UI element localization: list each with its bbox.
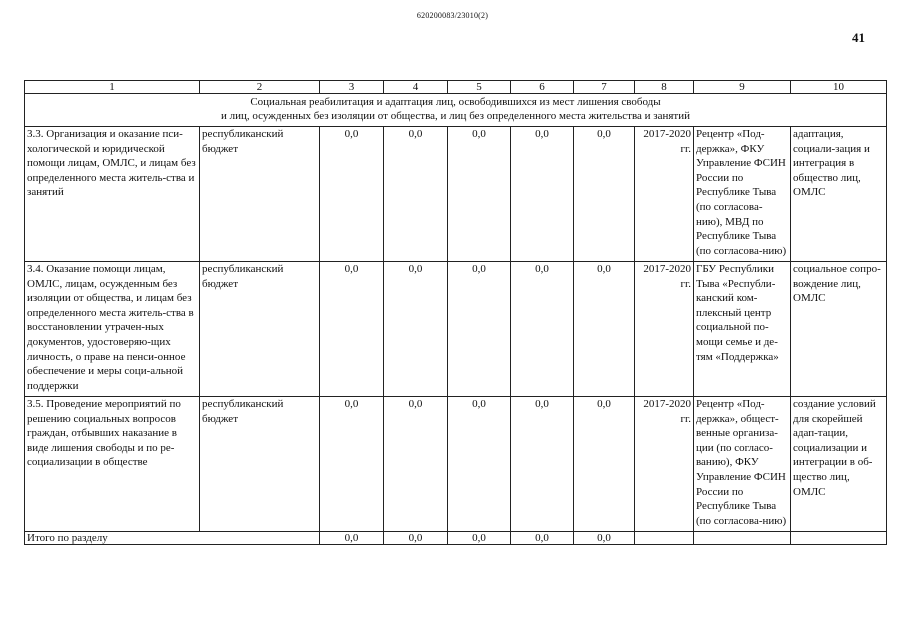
column-number-header-row	[25, 81, 887, 94]
total-value-cell: 0,0	[384, 532, 448, 545]
value-cell: 0,0	[320, 262, 384, 397]
value-cell: 0,0	[384, 262, 448, 397]
value-cell: 0,0	[511, 397, 574, 532]
value-cell: 0,0	[574, 262, 635, 397]
column-header: 3	[320, 81, 384, 94]
executor-cell: ГБУ Республики Тыва «Республи-канский ком-плексный центр социальной по-мощи семье и де-тям «Поддержка»	[694, 262, 791, 397]
value-cell: 0,0	[574, 127, 635, 262]
column-header: 1	[25, 81, 200, 94]
column-header: 9	[694, 81, 791, 94]
column-header: 5	[448, 81, 511, 94]
period-cell: 2017-2020 гг.	[635, 262, 694, 397]
document-id-stamp: 620200083/23010(2)	[416, 11, 489, 20]
empty-cell	[694, 532, 791, 545]
total-value-cell: 0,0	[448, 532, 511, 545]
table-row	[25, 262, 887, 397]
activity-name: 3.5. Проведение мероприятий по решению социальных вопросов граждан, отбывших наказание в виде лишения свободы и по ре-социализации в обществе	[25, 397, 200, 532]
column-header: 7	[574, 81, 635, 94]
value-cell: 0,0	[574, 397, 635, 532]
total-label: Итого по разделу	[25, 532, 320, 545]
executor-cell: Рецентр «Под-держка», ФКУ Управление ФСИН России по Республике Тыва (по согласова-нию), МВД по Республике Тыва (по согласова-нию)	[694, 127, 791, 262]
section-title	[25, 94, 887, 127]
result-cell: социальное сопро-вождение лиц, ОМЛС	[791, 262, 887, 397]
value-cell: 0,0	[448, 127, 511, 262]
activity-name: 3.4. Оказание помощи лицам, ОМЛС, лицам, осужденным без изоляции от общества, и лицам без определенного места житель-ства в восстановлении утрачен-ных документов, удостоверяю-щих личность, о праве на пенси-онное обеспечение и меры соци-альной поддержки	[25, 262, 200, 397]
value-cell: 0,0	[448, 262, 511, 397]
value-cell: 0,0	[320, 127, 384, 262]
column-header: 2	[200, 81, 320, 94]
section-title-line: Социальная реабилитация и адаптация лиц, освободившихся из мест лишения свободы	[250, 96, 661, 108]
funding-source: республиканский бюджет	[200, 397, 320, 532]
value-cell: 0,0	[384, 127, 448, 262]
section-total-row	[25, 532, 887, 545]
funding-source: республиканский бюджет	[200, 262, 320, 397]
period-cell: 2017-2020 гг.	[635, 397, 694, 532]
table-row	[25, 127, 887, 262]
column-header: 6	[511, 81, 574, 94]
column-header: 8	[635, 81, 694, 94]
funding-source: республиканский бюджет	[200, 127, 320, 262]
total-value-cell: 0,0	[574, 532, 635, 545]
executor-cell: Рецентр «Под-держка», общест-венные организа-ции (по согласо-ванию), ФКУ Управление ФСИН России по Республике Тыва (по согласова-нию)	[694, 397, 791, 532]
value-cell: 0,0	[511, 262, 574, 397]
result-cell: создание условий для скорейшей адап-тации, социализации и интеграции в об-щество лиц, ОМЛС	[791, 397, 887, 532]
value-cell: 0,0	[384, 397, 448, 532]
value-cell: 0,0	[320, 397, 384, 532]
section-title-line: и лиц, осужденных без изоляции от общества, и лиц без определенного места жительства и занятий	[220, 110, 691, 122]
section-title-row	[25, 94, 887, 127]
value-cell: 0,0	[511, 127, 574, 262]
value-cell: 0,0	[448, 397, 511, 532]
column-header: 4	[384, 81, 448, 94]
period-cell: 2017-2020 гг.	[635, 127, 694, 262]
column-header: 10	[791, 81, 887, 94]
total-value-cell: 0,0	[320, 532, 384, 545]
page-number: 41	[852, 30, 865, 45]
empty-cell	[791, 532, 887, 545]
result-cell: адаптация, социали-зация и интеграция в общество лиц, ОМЛС	[791, 127, 887, 262]
total-value-cell: 0,0	[511, 532, 574, 545]
program-activities-table	[24, 80, 887, 545]
activity-name: 3.3. Организация и оказание пси-хологической и юридической помощи лицам, ОМЛС, и лицам без определенного места житель-ства и занятий	[25, 127, 200, 262]
table-row	[25, 397, 887, 532]
empty-cell	[635, 532, 694, 545]
